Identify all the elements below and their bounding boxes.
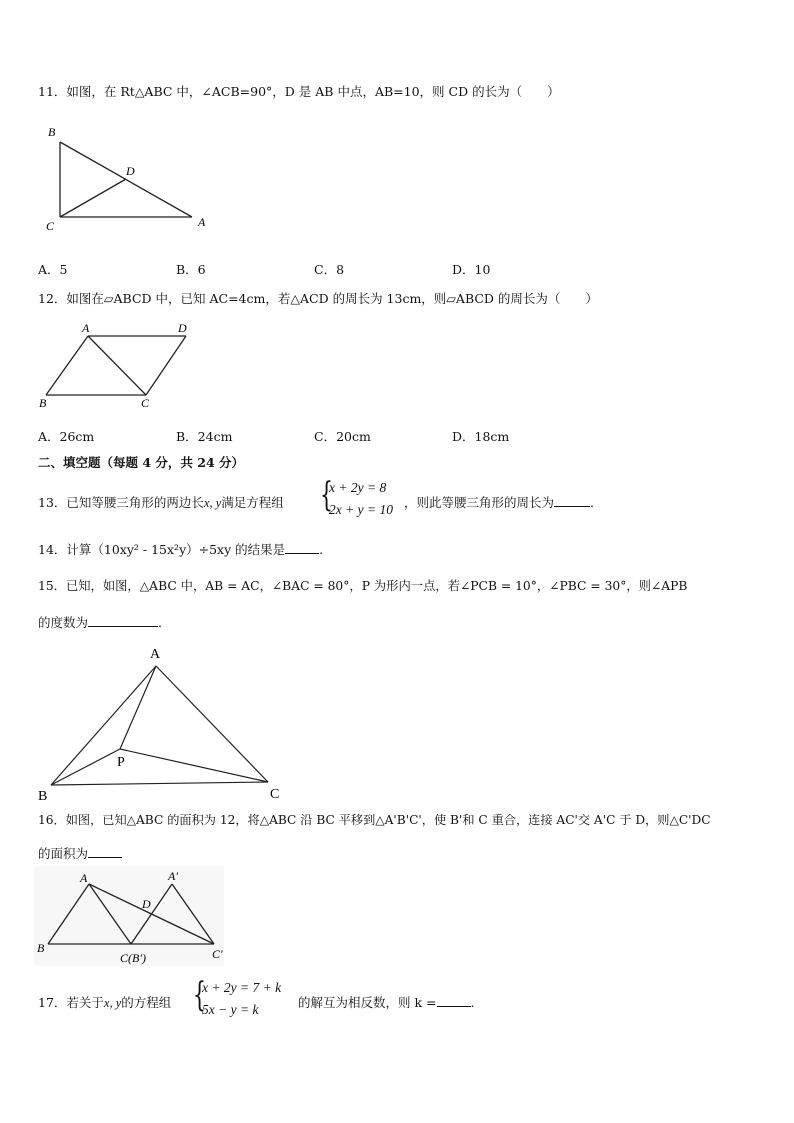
- q11-label-C: C: [46, 219, 55, 233]
- q12-option-b: B．24cm: [176, 429, 233, 444]
- q14-end: .: [319, 542, 324, 557]
- q12-option-d: D．18cm: [452, 429, 510, 444]
- q16-figure: [34, 866, 229, 968]
- q12-label-A: A: [82, 321, 90, 335]
- q17-eq2: 5x − y = k: [202, 1002, 259, 1017]
- q15-answer-blank[interactable]: [88, 614, 158, 627]
- q16-answer-blank[interactable]: [88, 845, 122, 858]
- q17-equation-system: [193, 975, 293, 1022]
- q16-label-A2: A′: [168, 869, 178, 883]
- q15-segment-CP: [120, 749, 268, 782]
- q15-label-P: P: [117, 755, 125, 770]
- q12-option-c: C．20cm: [314, 429, 371, 444]
- q12-figure: [36, 318, 206, 413]
- q14-answer-blank[interactable]: [285, 541, 319, 554]
- q13-answer-blank[interactable]: [554, 494, 590, 507]
- q15-side-BC: [51, 782, 268, 785]
- q15-label-C: C: [270, 787, 280, 802]
- q13-stem: [38, 494, 284, 512]
- q17-text-mid: 的方程组: [121, 995, 172, 1010]
- q12-option-a: A．26cm: [38, 429, 95, 444]
- q12-diagonal-AC: [88, 336, 146, 395]
- q15-label-A: A: [150, 647, 161, 662]
- q12-stem: 12．如图在▱ABCD 中，已知 AC=4cm，若△ACD 的周长为 13cm，则▱ABCD 的周长为（ ）: [38, 291, 598, 306]
- q13-text-after: ，则此等腰三角形的周长为: [404, 495, 555, 510]
- q17-eq1: x + 2y = 7 + k: [202, 980, 282, 995]
- q13-vars: x, y: [203, 496, 222, 510]
- q13-eq1: x + 2y = 8: [329, 480, 387, 495]
- q15-side-AB: [51, 666, 156, 785]
- q16-label-CB: C(B′): [120, 951, 146, 965]
- q15-text-line2: 的度数为: [38, 615, 89, 630]
- q11-label-B: B: [48, 125, 56, 139]
- q11-option-a: A．5: [38, 262, 68, 277]
- q11-median-CD: [60, 179, 126, 217]
- q16-label-C2: C′: [212, 947, 223, 961]
- q15-end: .: [158, 615, 162, 630]
- q17-tail: [298, 994, 474, 1012]
- q11-figure: [40, 120, 220, 235]
- q15-segment-AP: [120, 666, 156, 749]
- q13-tail: [404, 494, 594, 512]
- q11-label-D: D: [126, 164, 135, 178]
- q15-segment-BP: [51, 749, 120, 785]
- q17-stem: [38, 994, 171, 1012]
- q11-option-d: D．10: [452, 262, 491, 277]
- q17-text-after: 的解互为相反数，则 k =: [298, 995, 437, 1010]
- q11-option-c: C．8: [314, 262, 345, 277]
- q16-label-B: B: [37, 941, 45, 955]
- q15-side-AC: [156, 666, 268, 782]
- section-title: 二、填空题（每题 4 分，共 24 分）: [38, 455, 245, 470]
- q12-label-B: B: [39, 396, 47, 410]
- q13-text-mid: 满足方程组: [221, 495, 284, 510]
- q17-brace: {: [193, 975, 206, 1015]
- q15-label-B: B: [38, 789, 48, 804]
- q16-stem-line2: [38, 845, 122, 863]
- q16-label-D: D: [142, 897, 151, 911]
- q12-label-D: D: [178, 321, 187, 335]
- q17-end: .: [470, 995, 475, 1010]
- q16-stem-line1: 16．如图，已知△ABC 的面积为 12，将△ABC 沿 BC 平移到△A'B'C'，使 B'和 C 重合，连接 AC'交 A'C 于 D，则△C'DC: [38, 813, 711, 827]
- q15-stem-line1: 15．已知，如图，△ABC 中，AB = AC，∠BAC = 80°，P 为形内一点，若∠PCB = 10°，∠PBC = 30°，则∠APB: [38, 579, 688, 593]
- q13-equation-system: [320, 475, 410, 522]
- q16-label-A: A: [80, 871, 88, 885]
- q11-stem: 11．如图，在 Rt△ABC 中，∠ACB=90°，D 是 AB 中点，AB=10，则 CD 的长为（ ）: [38, 84, 560, 99]
- q13-text-before: 13．已知等腰三角形的两边长: [38, 495, 204, 510]
- q13-end: .: [590, 495, 594, 510]
- q16-text-line2: 的面积为: [38, 846, 89, 861]
- q14-stem: [38, 541, 323, 559]
- q17-answer-blank[interactable]: [437, 994, 471, 1007]
- q13-brace: {: [320, 475, 333, 515]
- q12-label-C: C: [141, 396, 150, 410]
- q11-label-A: A: [198, 215, 206, 229]
- q17-text-before: 17．若关于: [38, 995, 104, 1010]
- q11-option-b: B．6: [176, 262, 206, 277]
- q14-text: 14．计算（10xy² - 15x²y）÷5xy 的结果是: [38, 542, 286, 557]
- q12-side-DC: [146, 336, 186, 395]
- q17-vars: x, y: [103, 996, 122, 1010]
- q12-side-BA: [46, 336, 88, 395]
- q15-stem-line2: [38, 614, 162, 632]
- q15-figure: [34, 640, 294, 805]
- q13-eq2: 2x + y = 10: [329, 502, 393, 517]
